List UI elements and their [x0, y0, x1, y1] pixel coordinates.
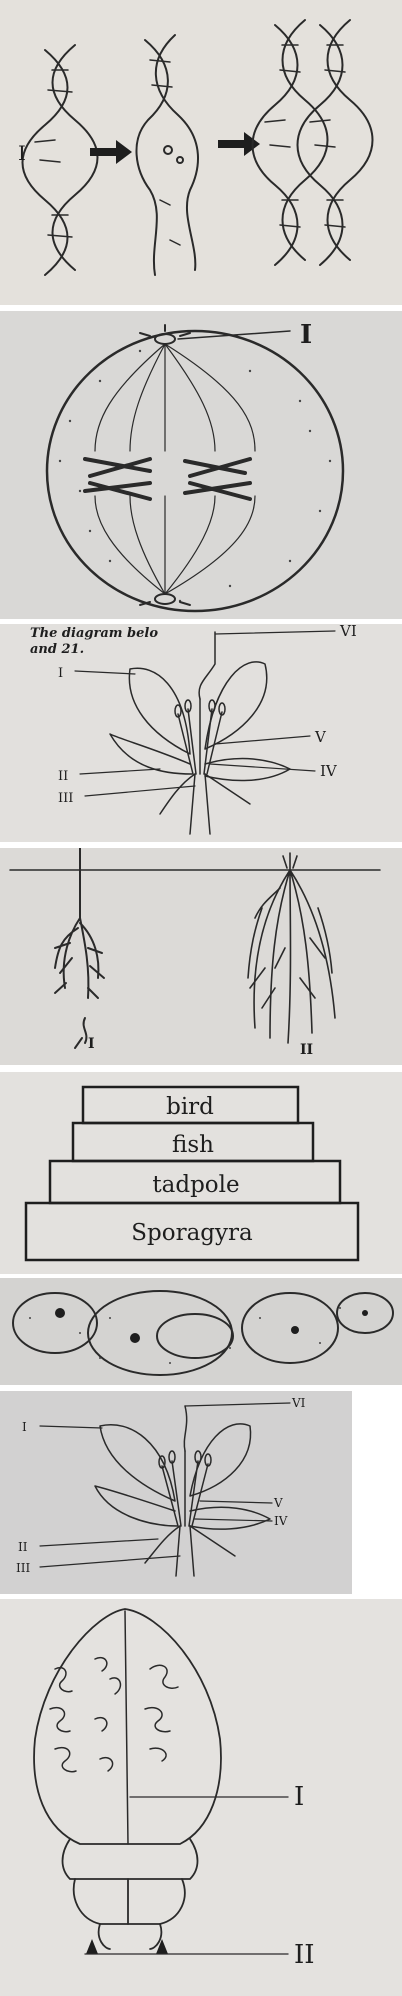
- budding-cells-panel: [0, 1278, 402, 1385]
- arrow-1: [90, 140, 132, 164]
- flower2-label-IV: IV: [274, 1514, 288, 1528]
- brain-panel: [0, 1599, 402, 1996]
- tier-label-bird: bird: [166, 1094, 214, 1120]
- flower1-label-IV: IV: [320, 762, 337, 780]
- double-helix-original: [23, 45, 98, 275]
- brain-label-II: II: [294, 1940, 315, 1970]
- double-helix-daughter-1: [253, 20, 328, 265]
- brain-gyri: [50, 1658, 178, 1772]
- flower-section-panel-1: [0, 624, 402, 842]
- flower1-label-V: V: [315, 728, 326, 746]
- tier-label-sporagyra: Sporagyra: [131, 1220, 253, 1246]
- cell-division-diagram: [0, 311, 402, 619]
- root-systems-panel: [0, 848, 402, 1065]
- flower2-label-I: I: [22, 1420, 27, 1434]
- cell-division-panel: [0, 311, 402, 619]
- chromosomes-metaphase-plate: [85, 459, 250, 499]
- fibrous-root: [248, 853, 335, 1043]
- root-label-II: II: [300, 1042, 314, 1058]
- flower2-label-V: V: [274, 1496, 283, 1510]
- flower-section-diagram-1: [0, 624, 402, 842]
- flower1-label-VI: VI: [340, 624, 357, 640]
- cell-nuclei: [55, 1308, 368, 1343]
- flower1-label-II: II: [58, 769, 69, 784]
- double-helix-daughter-2: [298, 20, 373, 265]
- food-pyramid-panel: [0, 1072, 402, 1274]
- flower-section-diagram-2: [0, 1391, 352, 1594]
- cell-chain-outline: [13, 1291, 393, 1375]
- flower-drawing-1: [110, 632, 290, 834]
- cell-membrane: [47, 331, 343, 611]
- dna-replication-diagram: [0, 0, 402, 305]
- food-pyramid-diagram: [0, 1072, 402, 1274]
- dna-label-I: I: [18, 141, 26, 165]
- caption-line-1: The diagram belo: [30, 626, 158, 641]
- flower2-label-II: II: [18, 1540, 28, 1554]
- double-helix-unzipping: [136, 35, 198, 275]
- cell-label-I: I: [300, 320, 313, 350]
- tier-label-tadpole: tadpole: [152, 1172, 240, 1198]
- flower1-label-III: III: [58, 791, 74, 806]
- root-label-I: I: [88, 1036, 95, 1052]
- brain-diagram: [0, 1599, 402, 1996]
- root-systems-diagram: [0, 848, 402, 1065]
- flower-drawing-2: [95, 1406, 270, 1576]
- brain-outline: [34, 1609, 221, 1949]
- budding-cells-diagram: [0, 1278, 402, 1385]
- tier-label-fish: fish: [172, 1132, 214, 1158]
- caption-line-2: and 21.: [30, 642, 85, 657]
- brain-label-I: I: [294, 1782, 305, 1812]
- centriole-bottom: [140, 594, 190, 605]
- flower2-label-lines: [40, 1403, 290, 1567]
- tap-root: [55, 848, 104, 1048]
- centriole-top: [140, 325, 190, 344]
- flower-section-panel-2: [0, 1391, 352, 1594]
- flower2-label-VI: VI: [292, 1396, 306, 1410]
- dna-replication-panel: [0, 0, 402, 305]
- flower1-label-I: I: [58, 666, 64, 681]
- brain-label-lines: [85, 1797, 288, 1954]
- flower2-label-III: III: [16, 1561, 31, 1575]
